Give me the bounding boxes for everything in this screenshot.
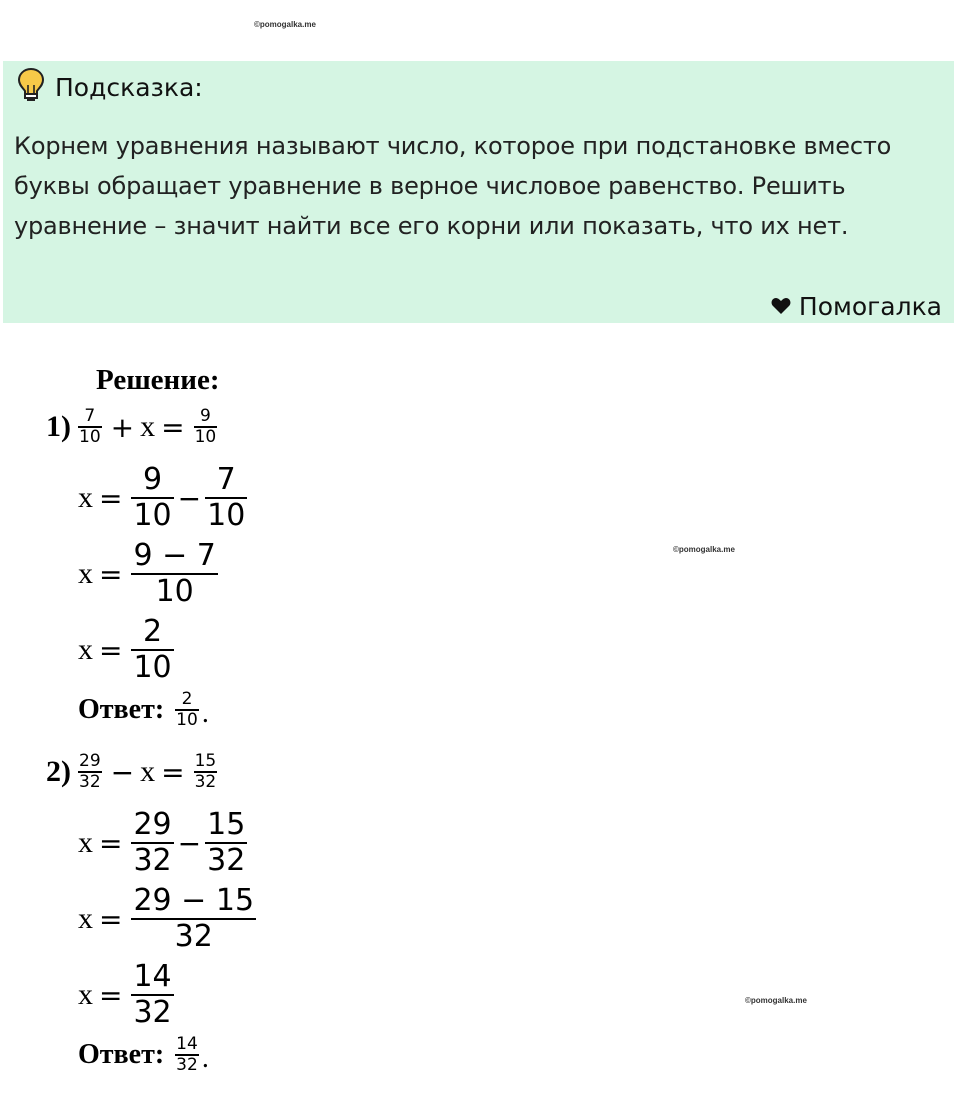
heart-icon (771, 292, 799, 321)
p1-answer: Ответ: $\frac{2}{10}$ . (78, 689, 209, 730)
p2-label: 2) (46, 755, 71, 788)
hint-title: Подсказка: (55, 72, 203, 102)
p2-equation: 2) $\frac{29}{32}$ − x = $\frac{15}{32}$ (46, 751, 217, 792)
watermark: ©pomogalka.me (254, 20, 316, 29)
fraction: $\frac{2}{10}$ (133, 614, 172, 685)
fraction: $\frac{15}{32}$ (194, 751, 217, 792)
lightbulb-icon (17, 67, 45, 107)
p1-equation: 1) $\frac{7}{10}$ + x = $\frac{9}{10}$ (46, 406, 217, 447)
fraction: $\frac{7}{10}$ (79, 406, 101, 447)
p1-label: 1) (46, 410, 71, 443)
fraction: $\frac{29 - 15}{32}$ (133, 883, 255, 954)
p1-step3: x = $\frac{9 - 7}{10}$ (78, 538, 216, 609)
fraction: $\frac{29}{32}$ (79, 751, 101, 792)
brand-link[interactable] (771, 292, 942, 321)
p1-step2: x = $\frac{9}{10}$ − $\frac{7}{10}$ (78, 462, 246, 533)
p2-step3: x = $\frac{29 - 15}{32}$ (78, 883, 255, 954)
hint-header (17, 69, 203, 105)
fraction: $\frac{14}{32}$ (176, 1034, 198, 1075)
fraction: $\frac{9}{10}$ (194, 406, 217, 447)
p2-step4: x = $\frac{14}{32}$ (78, 959, 172, 1030)
solution-title: Решение: (96, 364, 220, 396)
fraction: $\frac{7}{10}$ (207, 462, 246, 533)
fraction: $\frac{9 - 7}{10}$ (133, 538, 216, 609)
hint-text: Корнем уравнения называют число, которое при подстановке вместо буквы обращает уравнение в верное числовое равенство. Решить уравнение – значит найти все его корни или показать, что их нет. (14, 132, 892, 240)
hint-box (3, 61, 954, 323)
watermark: ©pomogalka.me (673, 545, 735, 554)
watermark: ©pomogalka.me (745, 996, 807, 1005)
fraction: $\frac{29}{32}$ (133, 807, 172, 878)
fraction: $\frac{9}{10}$ (133, 462, 172, 533)
p2-step2: x = $\frac{29}{32}$ − $\frac{15}{32}$ (78, 807, 246, 878)
p1-step4: x = $\frac{2}{10}$ (78, 614, 172, 685)
brand-name: Помогалка (798, 292, 942, 321)
fraction: $\frac{15}{32}$ (207, 807, 246, 878)
fraction: $\frac{2}{10}$ (176, 689, 198, 730)
p2-answer: Ответ: $\frac{14}{32}$ . (78, 1034, 209, 1075)
fraction: $\frac{14}{32}$ (133, 959, 172, 1030)
